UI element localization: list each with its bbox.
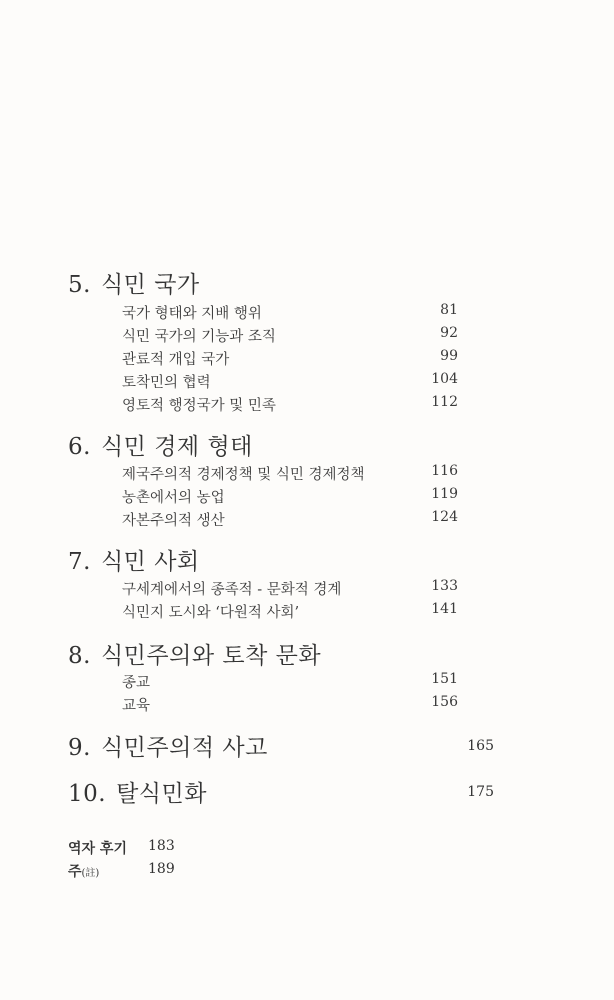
page-number: 81 [440, 302, 458, 318]
section-title: 농촌에서의 농업 [122, 490, 225, 506]
chapter-title: 식민주의적 사고 [100, 735, 268, 761]
page-number: 92 [440, 325, 458, 341]
chapter-10-heading [68, 775, 494, 808]
back-matter-note: (註) [81, 868, 100, 879]
chapter-number: 6. [68, 434, 91, 460]
toc-entry [122, 371, 458, 392]
toc-entry [122, 325, 458, 346]
chapter-9-heading [68, 729, 494, 762]
page-number: 133 [431, 578, 458, 594]
section-title: 관료적 개입 국가 [122, 352, 230, 368]
chapter-title: 식민 사회 [100, 549, 200, 575]
page-number: 189 [148, 861, 175, 877]
page-number: 112 [431, 394, 458, 410]
section-title: 토착민의 협력 [122, 375, 211, 391]
section-title: 국가 형태와 지배 행위 [122, 306, 262, 322]
section-title: 식민 국가의 기능과 조직 [122, 329, 276, 345]
section-title: 식민지 도시와 ‘다원적 사회’ [122, 605, 300, 621]
back-matter-translator-afterword [68, 838, 175, 858]
toc-entry [122, 694, 458, 715]
chapter-6-heading [68, 428, 253, 461]
page-number: 175 [467, 784, 494, 800]
page-number: 116 [431, 463, 458, 479]
page-number: 99 [440, 348, 458, 364]
section-title: 종교 [122, 675, 151, 691]
toc-entry [122, 486, 458, 507]
page-number: 183 [148, 838, 175, 854]
page-number: 156 [431, 694, 458, 710]
toc-entry [122, 348, 458, 369]
chapter-number: 10. [68, 781, 107, 807]
section-title: 자본주의적 생산 [122, 513, 225, 529]
chapter-number: 7. [68, 549, 91, 575]
back-matter-title: 주 [68, 864, 82, 880]
toc-entry [122, 578, 458, 599]
page-number: 151 [431, 671, 458, 687]
toc-entry [122, 671, 458, 692]
toc-entry [122, 509, 458, 530]
page-number: 165 [467, 738, 494, 754]
section-title: 제국주의적 경제정책 및 식민 경제정책 [122, 467, 365, 483]
chapter-number: 9. [68, 735, 91, 761]
chapter-8-heading [68, 637, 321, 670]
chapter-title: 식민 경제 형태 [100, 434, 253, 460]
page-number: 124 [431, 509, 458, 525]
toc-entry [122, 302, 458, 323]
chapter-7-heading [68, 543, 200, 576]
chapter-title: 식민 국가 [100, 272, 200, 298]
chapter-number: 8. [68, 643, 91, 669]
page-number: 104 [431, 371, 458, 387]
back-matter-title: 역자 후기 [68, 841, 127, 857]
section-title: 구세계에서의 종족적 - 문화적 경계 [122, 582, 342, 598]
chapter-title: 식민주의와 토착 문화 [100, 643, 322, 669]
toc-entry [122, 463, 458, 484]
back-matter-notes [68, 861, 175, 881]
page-number: 119 [431, 486, 458, 502]
chapter-5-heading [68, 266, 200, 299]
page-number: 141 [431, 601, 458, 617]
section-title: 영토적 행정국가 및 민족 [122, 398, 276, 414]
chapter-title: 탈식민화 [116, 781, 207, 807]
toc-entry [122, 394, 458, 415]
section-title: 교육 [122, 698, 151, 714]
toc-entry [122, 601, 458, 622]
chapter-number: 5. [68, 272, 91, 298]
